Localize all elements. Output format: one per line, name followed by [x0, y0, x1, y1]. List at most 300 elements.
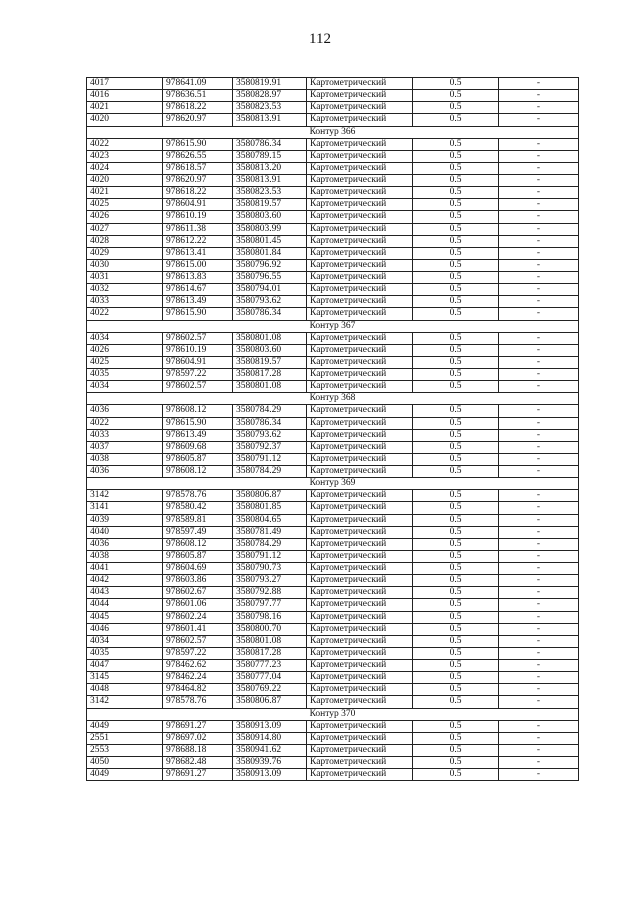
y-coordinate-cell: 3580791.12: [233, 550, 307, 562]
point-number-cell: 4020: [87, 114, 163, 126]
point-number-cell: 4026: [87, 344, 163, 356]
x-coordinate-cell: 978580.42: [163, 502, 233, 514]
page-number: 112: [309, 31, 331, 47]
method-cell: Картометрический: [307, 769, 413, 781]
description-cell: -: [499, 502, 579, 514]
x-coordinate-cell: 978597.22: [163, 647, 233, 659]
table-row: [87, 247, 579, 259]
y-coordinate-cell: 3580913.09: [233, 769, 307, 781]
table-row: [87, 732, 579, 744]
point-number-cell: 4034: [87, 381, 163, 393]
description-cell: -: [499, 259, 579, 271]
y-coordinate-cell: 3580813.91: [233, 114, 307, 126]
point-number-cell: 4035: [87, 369, 163, 381]
point-number-cell: 3141: [87, 502, 163, 514]
description-cell: -: [499, 623, 579, 635]
y-coordinate-cell: 3580823.53: [233, 102, 307, 114]
description-cell: -: [499, 296, 579, 308]
y-coordinate-cell: 3580781.49: [233, 526, 307, 538]
y-coordinate-cell: 3580791.12: [233, 453, 307, 465]
x-coordinate-cell: 978608.12: [163, 466, 233, 478]
description-cell: -: [499, 235, 579, 247]
x-coordinate-cell: 978615.90: [163, 417, 233, 429]
accuracy-cell: 0.5: [413, 296, 499, 308]
table-row: [87, 356, 579, 368]
accuracy-cell: 0.5: [413, 575, 499, 587]
method-cell: Картометрический: [307, 381, 413, 393]
x-coordinate-cell: 978610.19: [163, 344, 233, 356]
accuracy-cell: 0.5: [413, 660, 499, 672]
description-cell: -: [499, 526, 579, 538]
method-cell: Картометрический: [307, 635, 413, 647]
point-number-cell: 4022: [87, 138, 163, 150]
point-number-cell: 4050: [87, 757, 163, 769]
method-cell: Картометрический: [307, 308, 413, 320]
contour-title: Контур 370: [87, 708, 579, 720]
x-coordinate-cell: 978608.12: [163, 405, 233, 417]
table-row: [87, 344, 579, 356]
method-cell: Картометрический: [307, 502, 413, 514]
point-number-cell: 3145: [87, 672, 163, 684]
point-number-cell: 4021: [87, 102, 163, 114]
description-cell: -: [499, 150, 579, 162]
table-row: [87, 417, 579, 429]
method-cell: Картометрический: [307, 611, 413, 623]
point-number-cell: 4038: [87, 453, 163, 465]
description-cell: -: [499, 611, 579, 623]
accuracy-cell: 0.5: [413, 272, 499, 284]
y-coordinate-cell: 3580796.55: [233, 272, 307, 284]
description-cell: -: [499, 162, 579, 174]
method-cell: Картометрический: [307, 187, 413, 199]
table-row: [87, 672, 579, 684]
accuracy-cell: 0.5: [413, 611, 499, 623]
x-coordinate-cell: 978464.82: [163, 684, 233, 696]
description-cell: -: [499, 381, 579, 393]
method-cell: Картометрический: [307, 417, 413, 429]
y-coordinate-cell: 3580800.70: [233, 623, 307, 635]
accuracy-cell: 0.5: [413, 672, 499, 684]
table-row: [87, 538, 579, 550]
accuracy-cell: 0.5: [413, 78, 499, 90]
contour-header-row: [87, 320, 579, 332]
point-number-cell: 4029: [87, 247, 163, 259]
description-cell: -: [499, 223, 579, 235]
y-coordinate-cell: 3580792.37: [233, 441, 307, 453]
accuracy-cell: 0.5: [413, 332, 499, 344]
point-number-cell: 4034: [87, 635, 163, 647]
table-row: [87, 514, 579, 526]
table-row: [87, 550, 579, 562]
y-coordinate-cell: 3580813.20: [233, 162, 307, 174]
description-cell: -: [499, 138, 579, 150]
method-cell: Картометрический: [307, 587, 413, 599]
method-cell: Картометрический: [307, 199, 413, 211]
point-number-cell: 4048: [87, 684, 163, 696]
x-coordinate-cell: 978682.48: [163, 757, 233, 769]
accuracy-cell: 0.5: [413, 114, 499, 126]
y-coordinate-cell: 3580777.04: [233, 672, 307, 684]
method-cell: Картометрический: [307, 453, 413, 465]
point-number-cell: 4042: [87, 575, 163, 587]
method-cell: Картометрический: [307, 150, 413, 162]
point-number-cell: 4031: [87, 272, 163, 284]
x-coordinate-cell: 978462.24: [163, 672, 233, 684]
point-number-cell: 4044: [87, 599, 163, 611]
table-row: [87, 138, 579, 150]
method-cell: Картометрический: [307, 162, 413, 174]
x-coordinate-cell: 978604.91: [163, 199, 233, 211]
point-number-cell: 4021: [87, 187, 163, 199]
x-coordinate-cell: 978589.81: [163, 514, 233, 526]
y-coordinate-cell: 3580801.85: [233, 502, 307, 514]
accuracy-cell: 0.5: [413, 356, 499, 368]
table-row: [87, 114, 579, 126]
description-cell: -: [499, 757, 579, 769]
method-cell: Картометрический: [307, 296, 413, 308]
accuracy-cell: 0.5: [413, 235, 499, 247]
point-number-cell: 4020: [87, 175, 163, 187]
point-number-cell: 4023: [87, 150, 163, 162]
method-cell: Картометрический: [307, 235, 413, 247]
point-number-cell: 2551: [87, 732, 163, 744]
point-number-cell: 4034: [87, 332, 163, 344]
x-coordinate-cell: 978605.87: [163, 453, 233, 465]
table-row: [87, 769, 579, 781]
accuracy-cell: 0.5: [413, 150, 499, 162]
x-coordinate-cell: 978610.19: [163, 211, 233, 223]
contour-title: Контур 366: [87, 126, 579, 138]
point-number-cell: 4037: [87, 441, 163, 453]
method-cell: Картометрический: [307, 623, 413, 635]
x-coordinate-cell: 978615.90: [163, 308, 233, 320]
x-coordinate-cell: 978612.22: [163, 235, 233, 247]
description-cell: -: [499, 284, 579, 296]
x-coordinate-cell: 978620.97: [163, 114, 233, 126]
point-number-cell: 4036: [87, 405, 163, 417]
table-row: [87, 575, 579, 587]
table-row: [87, 284, 579, 296]
table-row: [87, 647, 579, 659]
contour-title: Контур 368: [87, 393, 579, 405]
x-coordinate-cell: 978636.51: [163, 90, 233, 102]
method-cell: Картометрический: [307, 175, 413, 187]
accuracy-cell: 0.5: [413, 647, 499, 659]
accuracy-cell: 0.5: [413, 102, 499, 114]
y-coordinate-cell: 3580793.62: [233, 296, 307, 308]
x-coordinate-cell: 978605.87: [163, 550, 233, 562]
description-cell: -: [499, 369, 579, 381]
y-coordinate-cell: 3580793.62: [233, 429, 307, 441]
accuracy-cell: 0.5: [413, 381, 499, 393]
method-cell: Картометрический: [307, 672, 413, 684]
y-coordinate-cell: 3580828.97: [233, 90, 307, 102]
accuracy-cell: 0.5: [413, 199, 499, 211]
table-row: [87, 175, 579, 187]
point-number-cell: 4040: [87, 526, 163, 538]
accuracy-cell: 0.5: [413, 466, 499, 478]
method-cell: Картометрический: [307, 538, 413, 550]
method-cell: Картометрический: [307, 284, 413, 296]
point-number-cell: 4041: [87, 563, 163, 575]
method-cell: Картометрический: [307, 344, 413, 356]
accuracy-cell: 0.5: [413, 526, 499, 538]
table-row: [87, 90, 579, 102]
point-number-cell: 4025: [87, 356, 163, 368]
accuracy-cell: 0.5: [413, 769, 499, 781]
description-cell: -: [499, 175, 579, 187]
y-coordinate-cell: 3580784.29: [233, 538, 307, 550]
x-coordinate-cell: 978597.22: [163, 369, 233, 381]
point-number-cell: 4046: [87, 623, 163, 635]
description-cell: -: [499, 466, 579, 478]
table-row: [87, 660, 579, 672]
method-cell: Картометрический: [307, 563, 413, 575]
method-cell: Картометрический: [307, 575, 413, 587]
y-coordinate-cell: 3580796.92: [233, 259, 307, 271]
accuracy-cell: 0.5: [413, 223, 499, 235]
accuracy-cell: 0.5: [413, 514, 499, 526]
y-coordinate-cell: 3580786.34: [233, 417, 307, 429]
description-cell: -: [499, 356, 579, 368]
table-row: [87, 405, 579, 417]
table-row: [87, 526, 579, 538]
description-cell: -: [499, 114, 579, 126]
contour-header-row: [87, 478, 579, 490]
x-coordinate-cell: 978611.38: [163, 223, 233, 235]
method-cell: Картометрический: [307, 660, 413, 672]
y-coordinate-cell: 3580819.91: [233, 78, 307, 90]
y-coordinate-cell: 3580801.08: [233, 635, 307, 647]
table-row: [87, 696, 579, 708]
y-coordinate-cell: 3580784.29: [233, 405, 307, 417]
x-coordinate-cell: 978602.57: [163, 381, 233, 393]
table-row: [87, 259, 579, 271]
point-number-cell: 4049: [87, 720, 163, 732]
method-cell: Картометрический: [307, 114, 413, 126]
method-cell: Картометрический: [307, 332, 413, 344]
description-cell: -: [499, 332, 579, 344]
table-row: [87, 757, 579, 769]
point-number-cell: 4016: [87, 90, 163, 102]
x-coordinate-cell: 978597.49: [163, 526, 233, 538]
x-coordinate-cell: 978613.83: [163, 272, 233, 284]
method-cell: Картометрический: [307, 744, 413, 756]
point-number-cell: 4033: [87, 296, 163, 308]
accuracy-cell: 0.5: [413, 441, 499, 453]
point-number-cell: 4022: [87, 417, 163, 429]
contour-title: Контур 367: [87, 320, 579, 332]
table-row: [87, 623, 579, 635]
point-number-cell: 4045: [87, 611, 163, 623]
y-coordinate-cell: 3580784.29: [233, 466, 307, 478]
description-cell: -: [499, 647, 579, 659]
x-coordinate-cell: 978618.22: [163, 187, 233, 199]
accuracy-cell: 0.5: [413, 538, 499, 550]
method-cell: Картометрический: [307, 90, 413, 102]
accuracy-cell: 0.5: [413, 490, 499, 502]
y-coordinate-cell: 3580817.28: [233, 369, 307, 381]
method-cell: Картометрический: [307, 259, 413, 271]
point-number-cell: 4036: [87, 538, 163, 550]
point-number-cell: 4017: [87, 78, 163, 90]
x-coordinate-cell: 978604.69: [163, 563, 233, 575]
table-row: [87, 308, 579, 320]
description-cell: -: [499, 575, 579, 587]
x-coordinate-cell: 978608.12: [163, 538, 233, 550]
table-row: [87, 635, 579, 647]
x-coordinate-cell: 978697.02: [163, 732, 233, 744]
method-cell: Картометрический: [307, 684, 413, 696]
description-cell: -: [499, 429, 579, 441]
table-row: [87, 150, 579, 162]
table-row: [87, 611, 579, 623]
y-coordinate-cell: 3580806.87: [233, 696, 307, 708]
description-cell: -: [499, 684, 579, 696]
method-cell: Картометрический: [307, 490, 413, 502]
y-coordinate-cell: 3580786.34: [233, 138, 307, 150]
description-cell: -: [499, 550, 579, 562]
point-number-cell: 3142: [87, 490, 163, 502]
accuracy-cell: 0.5: [413, 162, 499, 174]
table-row: [87, 211, 579, 223]
x-coordinate-cell: 978602.57: [163, 635, 233, 647]
accuracy-cell: 0.5: [413, 732, 499, 744]
x-coordinate-cell: 978691.27: [163, 769, 233, 781]
y-coordinate-cell: 3580797.77: [233, 599, 307, 611]
x-coordinate-cell: 978613.49: [163, 429, 233, 441]
description-cell: -: [499, 660, 579, 672]
y-coordinate-cell: 3580813.91: [233, 175, 307, 187]
table-row: [87, 429, 579, 441]
x-coordinate-cell: 978602.24: [163, 611, 233, 623]
table-row: [87, 466, 579, 478]
description-cell: -: [499, 732, 579, 744]
y-coordinate-cell: 3580823.53: [233, 187, 307, 199]
method-cell: Картометрический: [307, 647, 413, 659]
table-row: [87, 78, 579, 90]
x-coordinate-cell: 978614.67: [163, 284, 233, 296]
accuracy-cell: 0.5: [413, 369, 499, 381]
accuracy-cell: 0.5: [413, 187, 499, 199]
description-cell: -: [499, 405, 579, 417]
description-cell: -: [499, 720, 579, 732]
accuracy-cell: 0.5: [413, 175, 499, 187]
x-coordinate-cell: 978691.27: [163, 720, 233, 732]
y-coordinate-cell: 3580801.08: [233, 332, 307, 344]
accuracy-cell: 0.5: [413, 684, 499, 696]
table-row: [87, 272, 579, 284]
accuracy-cell: 0.5: [413, 247, 499, 259]
x-coordinate-cell: 978615.90: [163, 138, 233, 150]
point-number-cell: 4028: [87, 235, 163, 247]
y-coordinate-cell: 3580803.60: [233, 211, 307, 223]
x-coordinate-cell: 978613.49: [163, 296, 233, 308]
table-row: [87, 296, 579, 308]
point-number-cell: 4033: [87, 429, 163, 441]
method-cell: Картометрический: [307, 405, 413, 417]
description-cell: -: [499, 563, 579, 575]
y-coordinate-cell: 3580806.87: [233, 490, 307, 502]
accuracy-cell: 0.5: [413, 757, 499, 769]
table-row: [87, 223, 579, 235]
accuracy-cell: 0.5: [413, 635, 499, 647]
point-number-cell: 4039: [87, 514, 163, 526]
description-cell: -: [499, 417, 579, 429]
x-coordinate-cell: 978601.41: [163, 623, 233, 635]
point-number-cell: 4027: [87, 223, 163, 235]
table-row: [87, 369, 579, 381]
x-coordinate-cell: 978620.97: [163, 175, 233, 187]
accuracy-cell: 0.5: [413, 623, 499, 635]
x-coordinate-cell: 978462.62: [163, 660, 233, 672]
description-cell: -: [499, 272, 579, 284]
table-row: [87, 599, 579, 611]
table-row: [87, 490, 579, 502]
coordinates-table-body: [87, 78, 579, 781]
table-row: [87, 720, 579, 732]
method-cell: Картометрический: [307, 102, 413, 114]
description-cell: -: [499, 199, 579, 211]
x-coordinate-cell: 978641.09: [163, 78, 233, 90]
y-coordinate-cell: 3580801.84: [233, 247, 307, 259]
method-cell: Картометрический: [307, 526, 413, 538]
contour-header-row: [87, 708, 579, 720]
description-cell: -: [499, 769, 579, 781]
description-cell: -: [499, 441, 579, 453]
accuracy-cell: 0.5: [413, 429, 499, 441]
description-cell: -: [499, 90, 579, 102]
y-coordinate-cell: 3580789.15: [233, 150, 307, 162]
method-cell: Картометрический: [307, 466, 413, 478]
accuracy-cell: 0.5: [413, 344, 499, 356]
table-row: [87, 587, 579, 599]
point-number-cell: 4038: [87, 550, 163, 562]
method-cell: Картометрический: [307, 211, 413, 223]
y-coordinate-cell: 3580939.76: [233, 757, 307, 769]
description-cell: -: [499, 744, 579, 756]
accuracy-cell: 0.5: [413, 259, 499, 271]
x-coordinate-cell: 978578.76: [163, 696, 233, 708]
table-row: [87, 684, 579, 696]
y-coordinate-cell: 3580793.27: [233, 575, 307, 587]
accuracy-cell: 0.5: [413, 599, 499, 611]
description-cell: -: [499, 344, 579, 356]
method-cell: Картометрический: [307, 247, 413, 259]
method-cell: Картометрический: [307, 369, 413, 381]
point-number-cell: 3142: [87, 696, 163, 708]
y-coordinate-cell: 3580803.60: [233, 344, 307, 356]
point-number-cell: 4024: [87, 162, 163, 174]
method-cell: Картометрический: [307, 138, 413, 150]
accuracy-cell: 0.5: [413, 405, 499, 417]
description-cell: -: [499, 247, 579, 259]
method-cell: Картометрический: [307, 757, 413, 769]
y-coordinate-cell: 3580941.62: [233, 744, 307, 756]
y-coordinate-cell: 3580794.01: [233, 284, 307, 296]
x-coordinate-cell: 978618.22: [163, 102, 233, 114]
method-cell: Картометрический: [307, 732, 413, 744]
y-coordinate-cell: 3580777.23: [233, 660, 307, 672]
contour-title: Контур 369: [87, 478, 579, 490]
point-number-cell: 4025: [87, 199, 163, 211]
accuracy-cell: 0.5: [413, 90, 499, 102]
y-coordinate-cell: 3580792.88: [233, 587, 307, 599]
accuracy-cell: 0.5: [413, 696, 499, 708]
y-coordinate-cell: 3580790.73: [233, 563, 307, 575]
method-cell: Картометрический: [307, 550, 413, 562]
method-cell: Картометрический: [307, 223, 413, 235]
